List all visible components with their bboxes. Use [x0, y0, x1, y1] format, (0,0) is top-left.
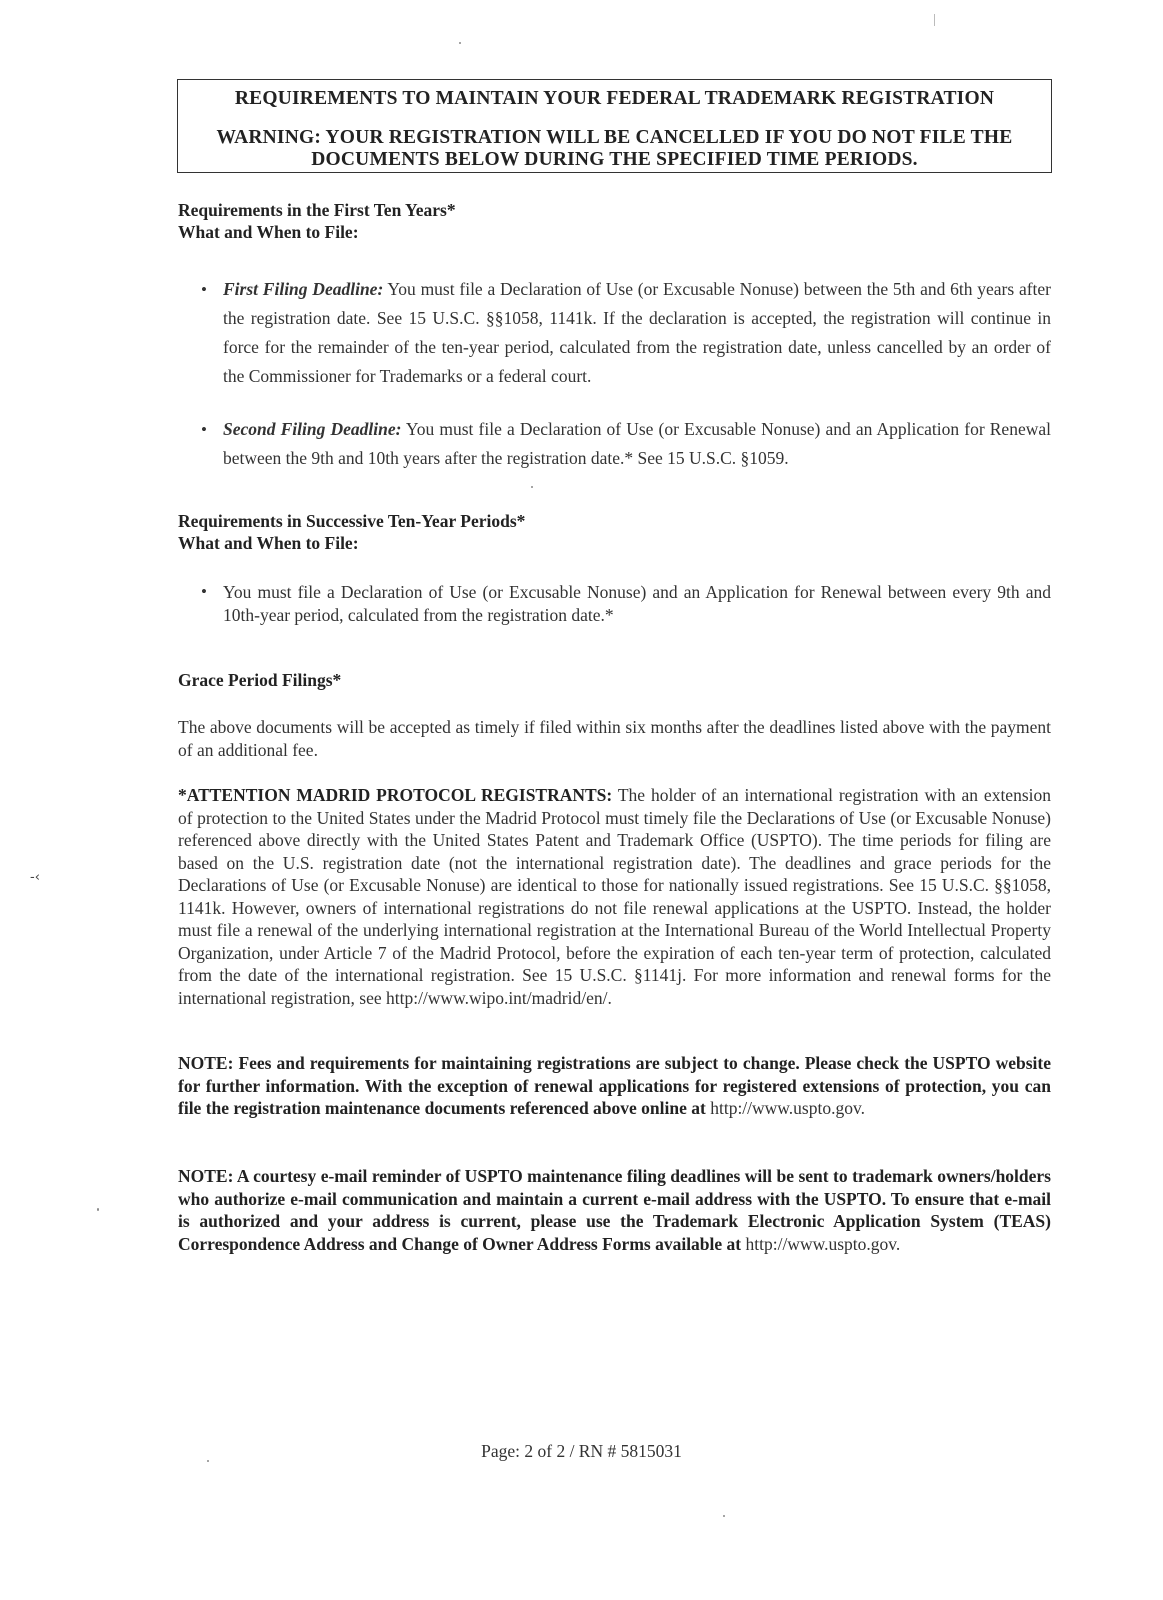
header-title: REQUIREMENTS TO MAINTAIN YOUR FEDERAL TRADEMARK REGISTRATION [234, 88, 995, 109]
madrid-label: *ATTENTION MADRID PROTOCOL REGISTRANTS: [178, 785, 613, 805]
madrid-paragraph [178, 784, 1051, 1009]
first-filing-label: First Filing Deadline: [223, 279, 384, 299]
grace-paragraph: The above documents will be accepted as timely if filed within six months after the deadlines listed above with the payment of an additional fee. [178, 717, 1051, 760]
section-heading-first-ten-title: Requirements in the First Ten Years* [178, 200, 456, 220]
note-email-link: http://www.uspto.gov. [741, 1233, 901, 1254]
second-filing-label: Second Filing Deadline: [223, 419, 402, 439]
page-footer: Page: 2 of 2 / RN # 5815031 [481, 1441, 682, 1461]
section-heading-first-ten-subtitle: What and When to File: [178, 222, 359, 242]
list-item-first-filing [201, 275, 1051, 391]
bullet-icon: • [201, 420, 207, 439]
scan-speck [531, 486, 533, 488]
section-heading-successive-title: Requirements in Successive Ten-Year Periods* [178, 511, 526, 531]
madrid-text: The holder of an international registration with an extension of protection to the United States under the Madrid Protocol must timely file the Declarations of Use (or Excusable Nonuse) referenced above directly with the United States Patent and Trademark Office (USPTO). The time periods for filing are based on the U.S. registration date (not the international registration date). The deadlines and grace periods for the Declarations of Use (or Excusable Nonuse) are identical to those for nationally issued registrations. See 15 U.S.C. §§1058, 1141k. However, owners of international registrations do not file renewal applications at the USPTO. Instead, the holder must file a renewal of the underlying international registration at the International Bureau of the World Intellectual Property Organization, under Article 7 of the Madrid Protocol, before the expiration of each ten-year term of protection, calculated from the date of the international registration. See 15 U.S.C. §1141j. For more information and renewal forms for the international registration, see http://www.wipo.int/madrid/en/. [178, 785, 1051, 1008]
note-fees-text: NOTE: Fees and requirements for maintaining registrations are subject to change. Please check the USPTO website for further information. With the exception of renewal applications for registered extensions of protection, you can file the registration maintenance documents referenced above online at [178, 1053, 1051, 1118]
scan-speck [723, 1515, 725, 1517]
header-warning-line2: DOCUMENTS BELOW DURING THE SPECIFIED TIME PERIODS. [311, 149, 918, 170]
scan-speck [459, 42, 461, 44]
header-box [177, 79, 1052, 173]
margin-mark: -‹ [30, 870, 40, 885]
section-heading-successive [178, 510, 525, 554]
header-warning [178, 127, 1051, 171]
section-heading-successive-subtitle: What and When to File: [178, 533, 359, 553]
second-filing-text: You must file a Declaration of Use (or Excusable Nonuse) and an Application for Renewal between the 9th and 10th years after the registration date.* See 15 U.S.C. §1059. [223, 419, 1051, 468]
section-heading-first-ten [178, 199, 456, 243]
note-email-text: NOTE: A courtesy e-mail reminder of USPTO maintenance filing deadlines will be sent to trademark owners/holders who authorize e-mail communication and maintain a current e-mail address with the USPTO. To ensure that e-mail is authorized and your address is current, please use the Trademark Electronic Application System (TEAS) Correspondence Address and Change of Owner Address Forms available at [178, 1166, 1051, 1254]
scan-speck [97, 1208, 99, 1211]
note-fees-link: http://www.uspto.gov. [705, 1098, 865, 1118]
bullet-icon: • [201, 582, 207, 601]
header-warning-line1: WARNING: YOUR REGISTRATION WILL BE CANCELLED IF YOU DO NOT FILE THE [216, 127, 1013, 148]
scan-scratch [934, 14, 935, 26]
list-item-second-filing [201, 415, 1051, 473]
note-email-paragraph [178, 1165, 1051, 1255]
list-item-successive [201, 581, 1051, 626]
bullet-icon: • [201, 280, 207, 299]
note-fees-paragraph [178, 1052, 1051, 1120]
successive-text: You must file a Declaration of Use (or Excusable Nonuse) and an Application for Renewal between every 9th and 10th-year period, calculated from the registration date.* [223, 582, 1051, 625]
first-filing-text: You must file a Declaration of Use (or Excusable Nonuse) between the 5th and 6th years after the registration date. See 15 U.S.C. §§1058, 1141k. If the declaration is accepted, the registration will continue in force for the remainder of the ten-year period, calculated from the registration date, unless cancelled by an order of the Commissioner for Trademarks or a federal court. [223, 279, 1051, 386]
section-heading-grace: Grace Period Filings* [178, 670, 342, 690]
scan-speck [207, 1460, 209, 1462]
